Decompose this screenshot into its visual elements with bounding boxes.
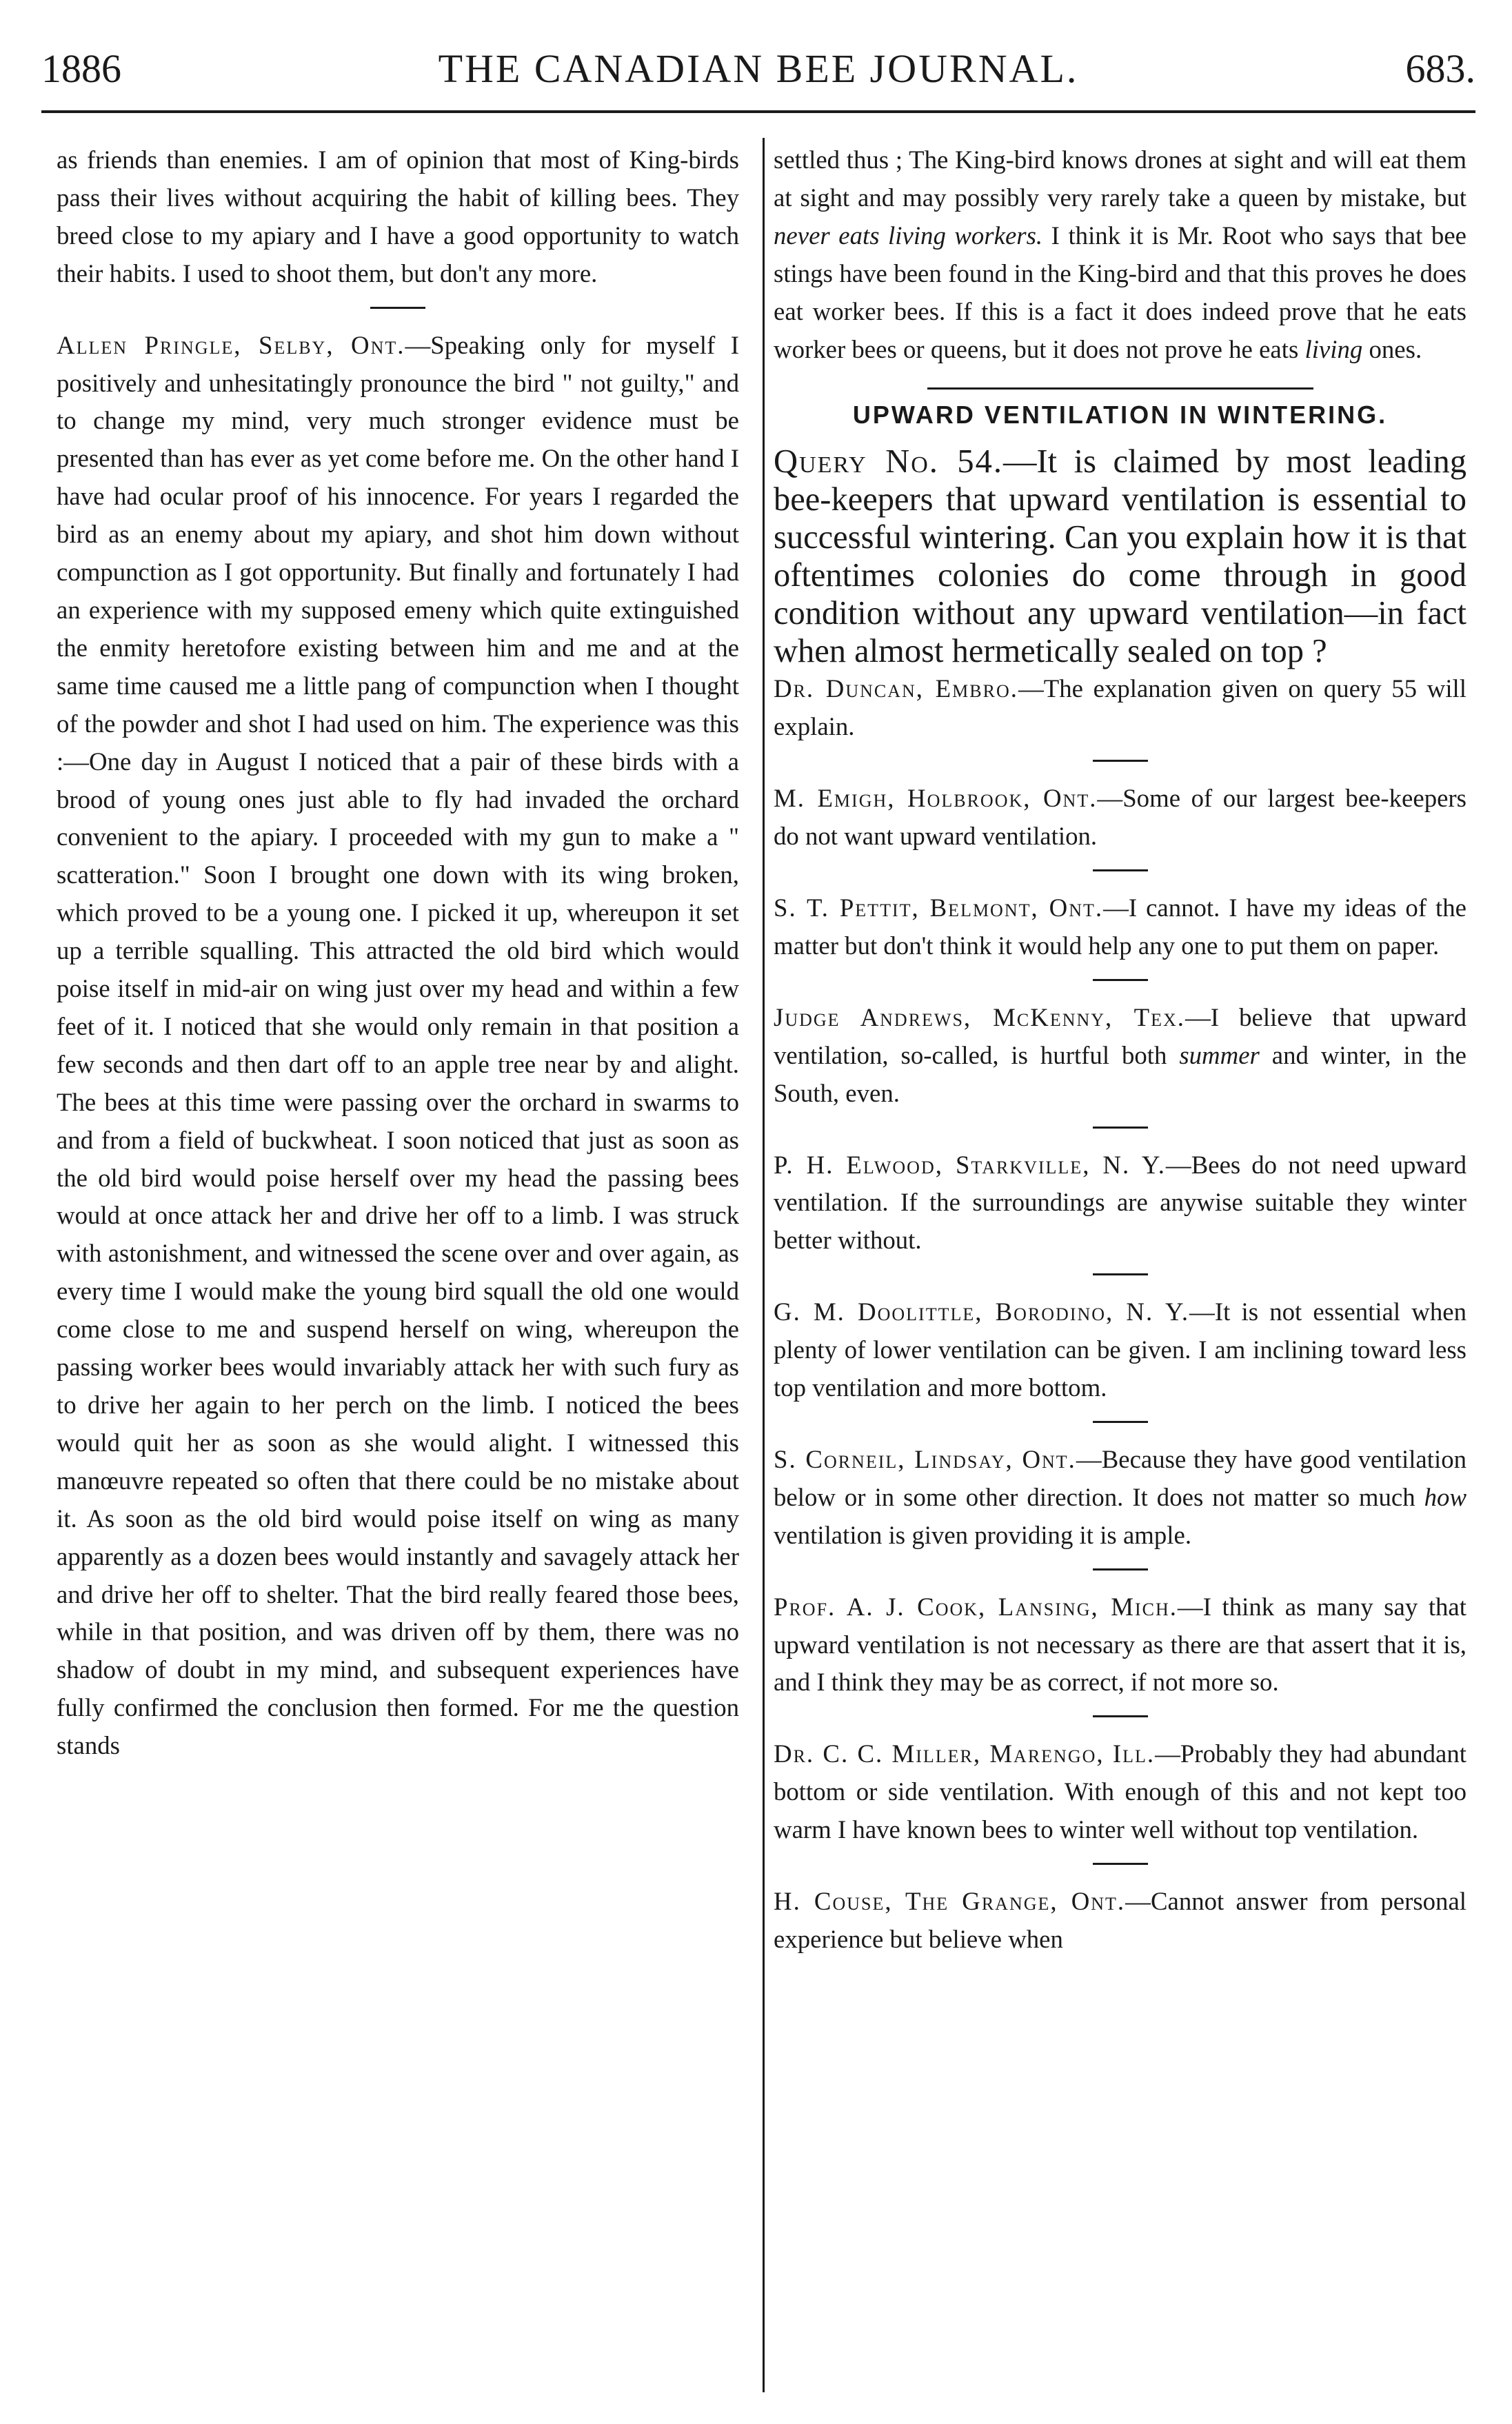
separator-rule <box>370 307 425 309</box>
text-run: ones. <box>1362 334 1422 363</box>
answer-item <box>774 670 1466 746</box>
answer-text: —I believe that upward ventilation, so-called, is hurtful both <box>774 1002 1466 1069</box>
continued-paragraph <box>774 141 1466 368</box>
text-run: I think it is Mr. Root who says that bee stings have been found in the King-bird and that this proves he does eat worker bees. If this is a fact it does indeed prove that he eats worker bees or queens, but it does not prove he eats <box>774 221 1466 363</box>
page-header <box>41 34 1475 103</box>
query-text: —It is claimed by most leading bee-keepers that upward ventilation is essential to successful wintering. Can you explain how it is that oftentimes colonies do come through in good condition without any upward ventilation—in fact when almost hermetically sealed on top ? <box>774 443 1466 670</box>
journal-title: THE CANADIAN BEE JOURNAL. <box>438 46 1079 91</box>
separator-rule <box>1093 1715 1148 1717</box>
column-divider <box>763 138 765 2392</box>
answer-author: S. T. Pettit, Belmont, Ont. <box>774 893 1104 922</box>
answer-item <box>774 1293 1466 1407</box>
author-name: Allen Pringle, Selby, Ont. <box>57 330 405 359</box>
separator-rule <box>1093 869 1148 871</box>
answer-author: H. Couse, The Grange, Ont. <box>774 1887 1126 1916</box>
separator-rule <box>1093 1127 1148 1129</box>
answer-item <box>774 889 1466 965</box>
answer-author: G. M. Doolittle, Borodino, N. Y. <box>774 1297 1190 1326</box>
answer-text: —I cannot. I have my ideas of the matter but don't think it would help any one to put them on paper. <box>774 893 1466 960</box>
separator-rule <box>1093 1273 1148 1275</box>
answer-item <box>774 999 1466 1113</box>
query-label: Query No. 54. <box>774 443 1004 481</box>
separator-rule <box>1093 1863 1148 1865</box>
separator-rule <box>1093 979 1148 981</box>
separator-rule <box>1093 760 1148 762</box>
query-paragraph <box>774 443 1466 670</box>
left-column <box>57 141 739 1765</box>
answer-author: Prof. A. J. Cook, Lansing, Mich. <box>774 1592 1178 1621</box>
section-title: UPWARD VENTILATION IN WINTERING. <box>852 401 1388 430</box>
section-ornament-rule <box>927 387 1313 390</box>
left-paragraph-1: as friends than enemies. I am of opinion that most of King-birds pass their lives without acquiring the habit of killing bees. They breed close to my apiary and I have a good opportunity to watch their habits. I used to shoot them, but don't any more. <box>57 145 739 287</box>
answer-text: —I think as many say that upward ventilation is not necessary as there are that assert that it is, and I think they may be as correct, if not more so. <box>774 1592 1466 1697</box>
answer-text: —It is not essential when plenty of lower ventilation can be given. I am inclining toward less top ventilation and more bottom. <box>774 1297 1467 1402</box>
text-run: settled thus ; The King-bird knows drones at sight and will eat them at sight and may possibly very rarely take a queen by mistake, but <box>774 145 1466 212</box>
header-year: 1886 <box>41 46 121 91</box>
answer-text: —Because they have good ventilation below or in some other direction. It does not matter so much <box>774 1444 1467 1511</box>
italic-text: never eats living workers. <box>774 221 1043 250</box>
answer-item <box>774 1735 1466 1849</box>
answer-author: Dr. C. C. Miller, Marengo, Ill. <box>774 1739 1156 1768</box>
italic-text: summer <box>1179 1040 1260 1069</box>
answer-author: Dr. Duncan, Embro. <box>774 674 1018 703</box>
page-number: 683. <box>1405 46 1475 91</box>
answer-item <box>774 1147 1466 1260</box>
italic-text: living <box>1304 334 1363 363</box>
right-column <box>774 141 1466 1959</box>
answer-text: ventilation is given providing it is ample. <box>774 1520 1192 1549</box>
answer-author: P. H. Elwood, Starkville, N. Y. <box>774 1150 1166 1179</box>
answer-item <box>774 1883 1466 1959</box>
answer-author: Judge Andrews, McKenny, Tex. <box>774 1002 1185 1031</box>
answer-author: M. Emigh, Holbrook, Ont. <box>774 784 1098 813</box>
left-paragraph-2 <box>57 327 739 1765</box>
answer-item <box>774 1441 1466 1555</box>
answer-text: —The explanation given on query 55 will explain. <box>774 674 1466 741</box>
answer-item <box>774 780 1466 856</box>
answer-author: S. Corneil, Lindsay, Ont. <box>774 1444 1076 1473</box>
separator-rule <box>1093 1568 1148 1570</box>
answer-text: —Some of our largest bee-keepers do not want upward ventilation. <box>774 784 1466 851</box>
separator-rule <box>1093 1421 1148 1423</box>
answer-text: and winter, in the South, even. <box>774 1040 1466 1107</box>
answer-text: —Cannot answer from personal experience but believe when <box>774 1887 1466 1953</box>
paragraph-text: —Speaking only for myself I positively and unhesitatingly pronounce the bird " not guilty," and to change my mind, very much stronger evidence must be presented than has ever as yet come before me. On the other hand I have had ocular proof of his innocence. For years I regarded the bird as an enemy about my apiary, and shot him down without compunction as I got opportunity. But finally and fortunately I had an experience with my supposed emeny which quite extinguished the enmity heretofore existing between him and me and at the same time caused me a little pang of compunction when I thought of the powder and shot I had used on him. The experience was this :—One day in August I noticed that a pair of these birds with a brood of young ones just able to fly had invaded the orchard convenient to the apiary. I proceeded with my gun to make a " scatteration." Soon I brought one down with its wing broken, which proved to be a young one. I picked it up, whereupon it set up a terrible squalling. This attracted the old bird which would poise itself in mid-air on wing just over my head and within a few feet of it. I noticed that she would only remain in that position a few seconds and then dart off to an apple tree near by and alight. The bees at this time were passing over the orchard in swarms to and from a field of buckwheat. I soon noticed that just as soon as the old bird would poise herself over my head the passing bees would at once attack her and drive her off to a limb. I was struck with astonishment, and witnessed the scene over and over again, as every time I would make the young bird squall the old one would come close to me and suspend herself on wing, whereupon the passing worker bees would invariably attack her with such fury as to drive her again to her perch on the limb. I noticed the bees would quit her as soon as she would alight. I witnessed this manœuvre repeated so often that there could be no mistake about it. As soon as the old bird would poise itself on wing as many apparently as a dozen bees would instantly and savagely attack her and drive her off to shelter. That the bird really feared those bees, while in that position, and was driven off by them, there was no shadow of doubt in my mind, and subsequent experiences have fully confirmed the conclusion then formed. For me the question stands <box>57 330 739 1760</box>
italic-text: how <box>1424 1482 1466 1511</box>
answer-text: —Probably they had abundant bottom or side ventilation. With enough of this and not kept too warm I have known bees to winter well without top ventilation. <box>774 1739 1466 1844</box>
answer-item <box>774 1588 1466 1702</box>
header-rule <box>41 110 1475 113</box>
answer-text: —Bees do not need upward ventilation. If the surroundings are anywise suitable they winter better without. <box>774 1150 1466 1255</box>
